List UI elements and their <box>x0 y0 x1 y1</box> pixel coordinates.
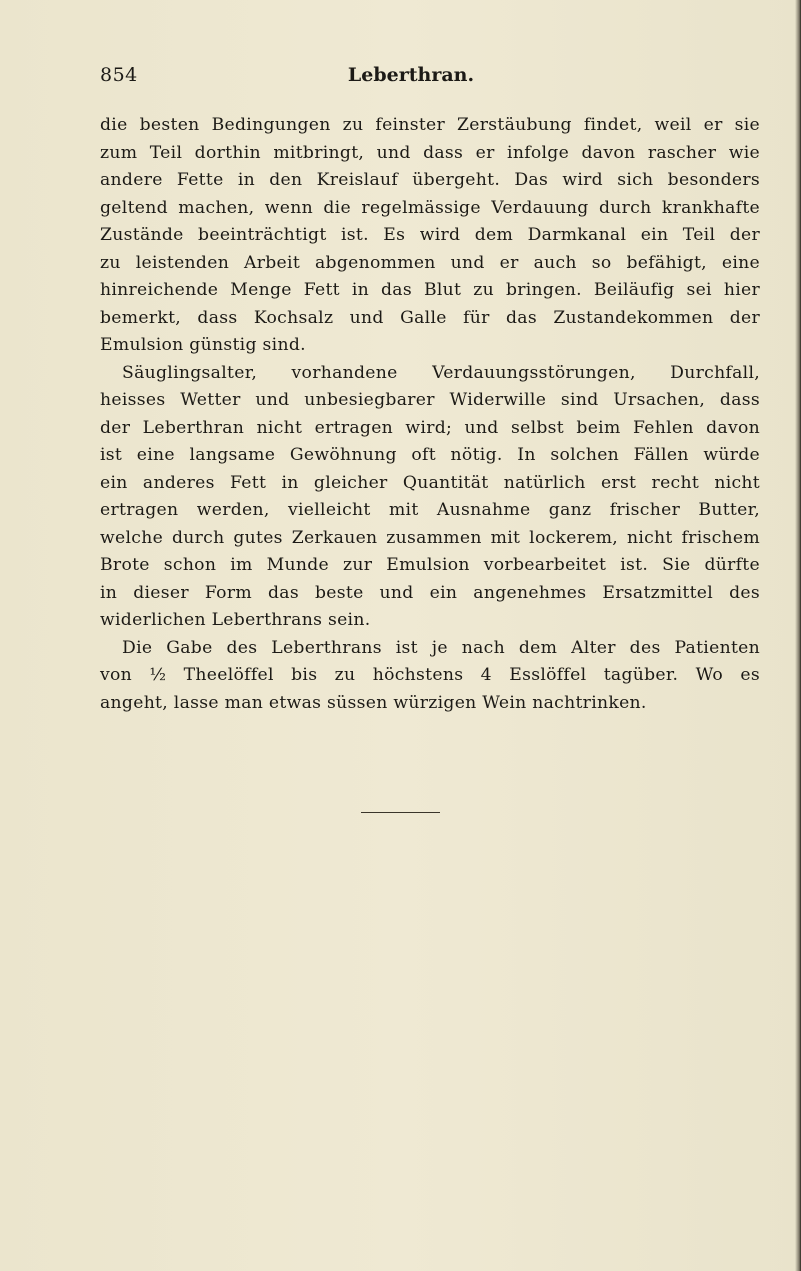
paragraph-end-line: angeht, lasse man etwas süssen würzigen Wein nachtrinken. <box>100 692 647 713</box>
paragraph-start-line: Die Gabe des Leberthrans ist je nach dem Alter des Patienten <box>122 637 760 658</box>
body-text <box>100 112 760 717</box>
text-line: die besten Bedingungen zu feinster Zerstäubung findet, weil er sie <box>100 115 760 135</box>
text-line: ist eine langsame Gewöhnung oft nötig. In solchen Fällen würde <box>100 445 760 465</box>
text-line: ertragen werden, vielleicht mit Ausnahme ganz frischer Butter, <box>100 500 760 520</box>
text-line: heisses Wetter und unbesiegbarer Widerwille sind Ursachen, dass <box>100 390 760 410</box>
section-divider-rule <box>361 812 440 813</box>
text-line: von ½ Theelöffel bis zu höchstens 4 Esslöffel tagüber. Wo es <box>100 665 760 685</box>
paragraph-end-line: Emulsion günstig sind. <box>100 335 306 355</box>
page-edge-shadow <box>795 0 801 1271</box>
text-line: in dieser Form das beste und ein angenehmes Ersatzmittel des <box>100 582 760 603</box>
text-line: Brote schon im Munde zur Emulsion vorbearbeitet ist. Sie dürfte <box>100 555 760 575</box>
text-line: der Leberthran nicht ertragen wird; und selbst beim Fehlen davon <box>100 417 760 438</box>
text-line: hinreichende Menge Fett in das Blut zu bringen. Beiläufig sei hier <box>100 280 760 300</box>
paragraph-start-line: Säuglingsalter, vorhandene Verdauungsstörungen, Durchfall, <box>122 362 760 383</box>
page-number: 854 <box>100 64 138 86</box>
running-head <box>100 64 722 94</box>
running-title: Leberthran. <box>347 64 475 86</box>
text-line: ein anderes Fett in gleicher Quantität natürlich erst recht nicht <box>100 472 760 493</box>
text-line: welche durch gutes Zerkauen zusammen mit lockerem, nicht frischem <box>100 527 760 548</box>
text-line: Zustände beeinträchtigt ist. Es wird dem Darmkanal ein Teil der <box>100 225 760 245</box>
text-line: zum Teil dorthin mitbringt, und dass er infolge davon rascher wie <box>100 142 760 163</box>
text-line: andere Fette in den Kreislauf übergeht. Das wird sich besonders <box>100 170 760 190</box>
paragraph-end-line: widerlichen Leberthrans sein. <box>100 610 371 630</box>
text-line: bemerkt, dass Kochsalz und Galle für das Zustandekommen der <box>100 307 760 328</box>
text-line: geltend machen, wenn die regelmässige Verdauung durch krankhafte <box>100 197 760 218</box>
text-line: zu leistenden Arbeit abgenommen und er auch so befähigt, eine <box>100 252 760 273</box>
